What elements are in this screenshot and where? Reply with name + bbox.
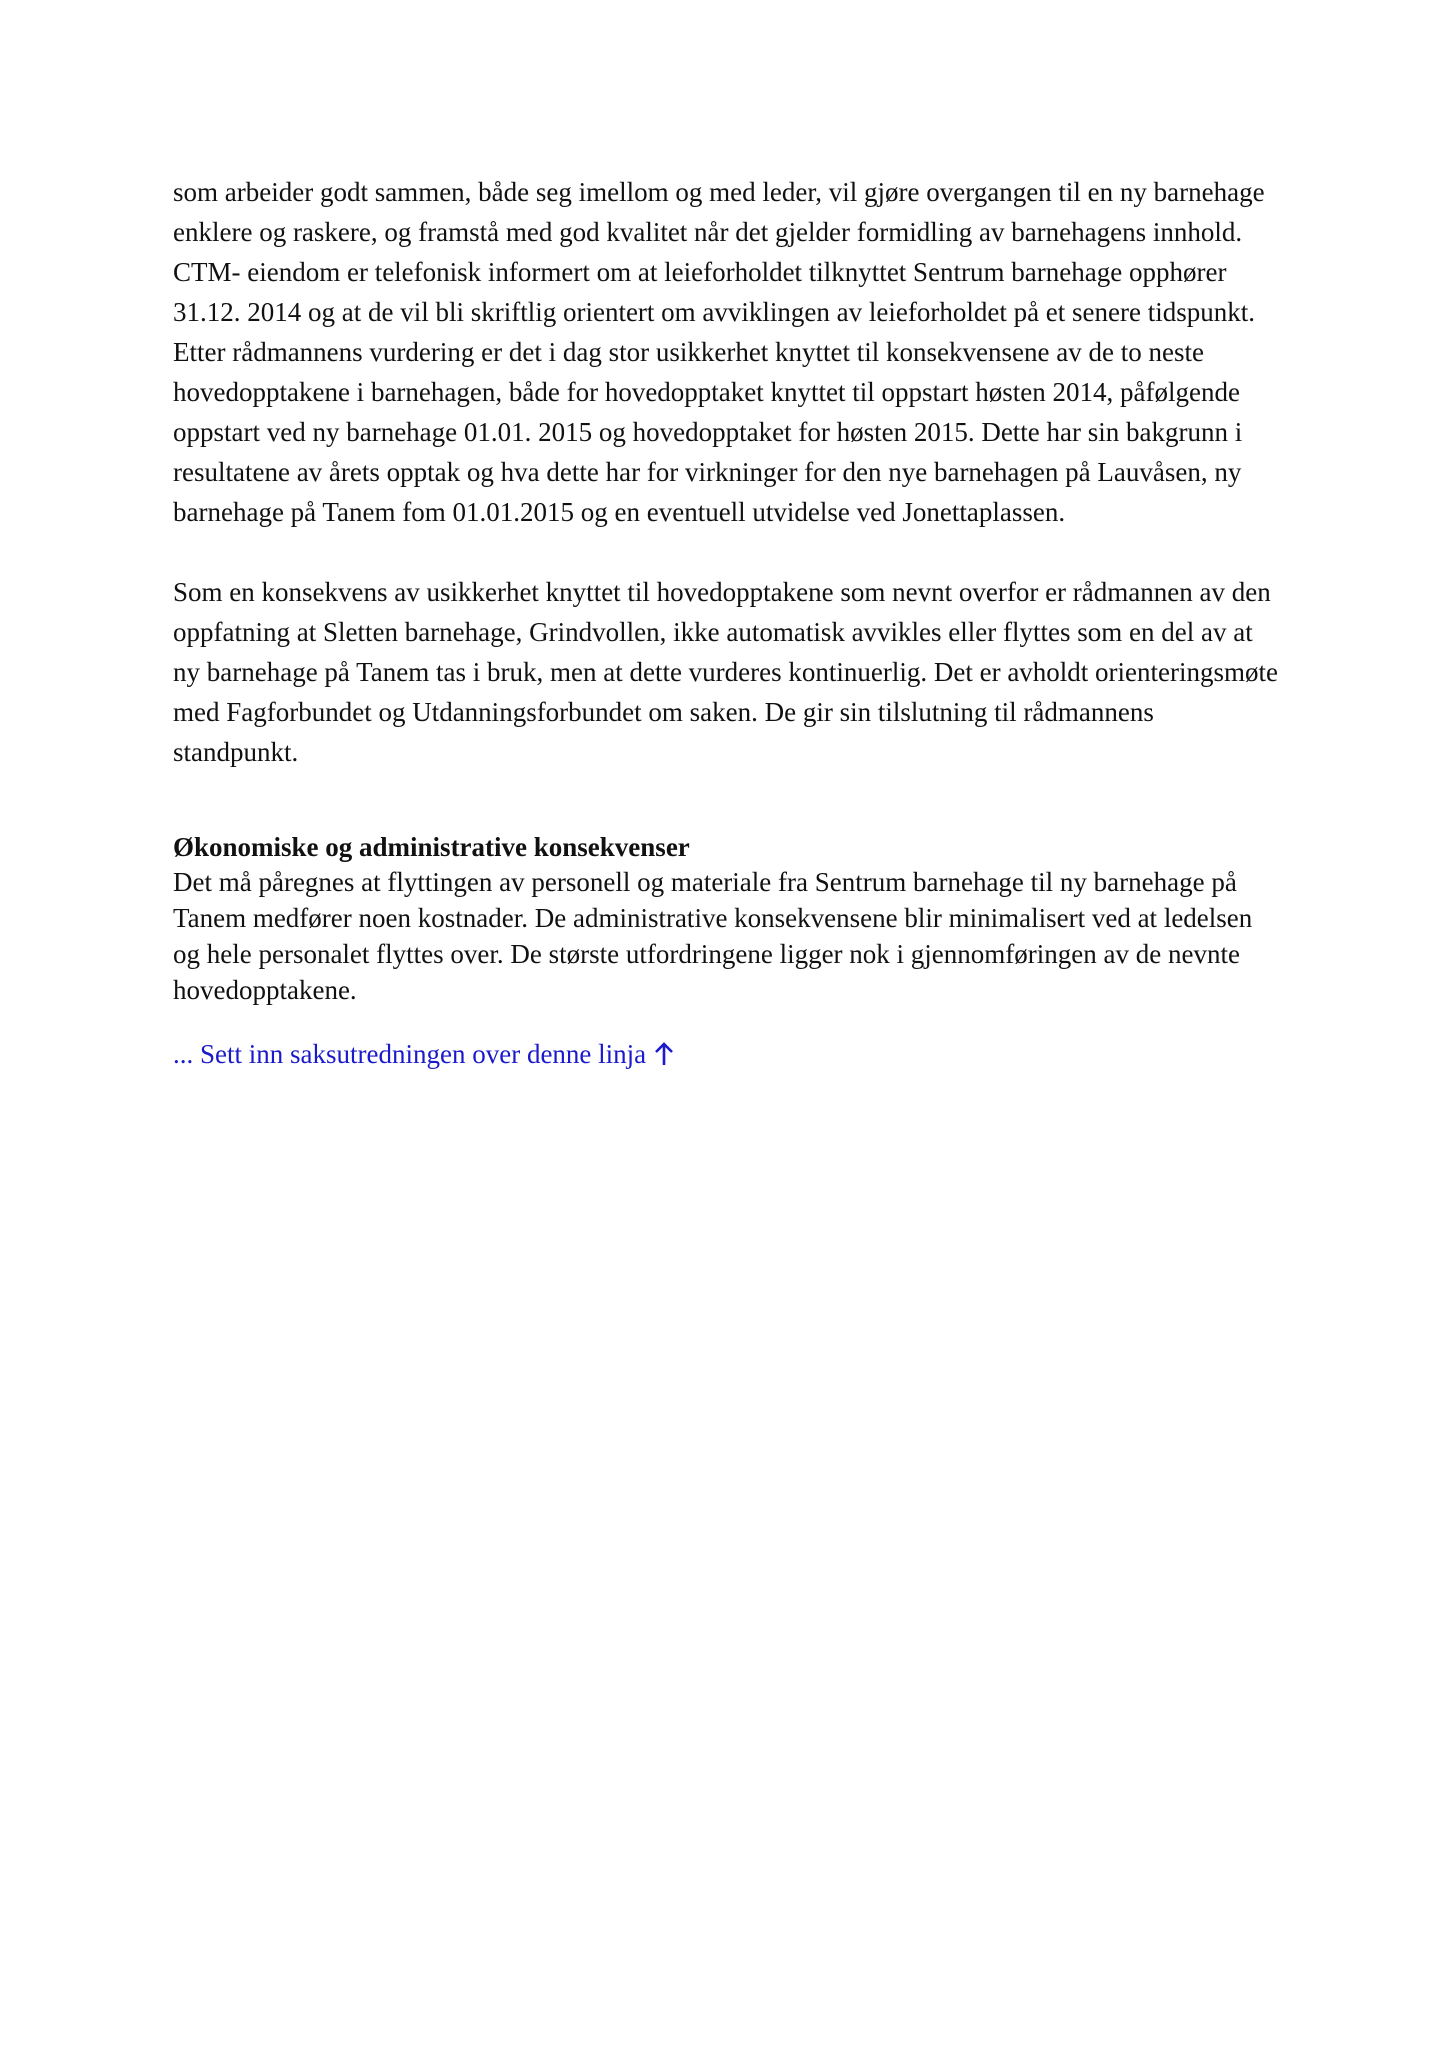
insert-spacer <box>173 1008 1283 1036</box>
section-body: Det må påregnes at flyttingen av personell og materiale fra Sentrum barnehage til ny barnehage på Tanem medfører noen kostnader. De administrative konsekvensene blir minimalisert ved at ledelsen og hele personalet flyttes over. De største utfordringene ligger nok i gjennomføringen av de nevnte hovedopptakene. <box>173 867 1253 1005</box>
paragraph-spacer <box>173 532 1283 572</box>
paragraph-sletten: Som en konsekvens av usikkerhet knyttet til hovedopptakene som nevnt overfor er rådmannen av den oppfatning at Sletten barnehage, Grindvollen, ikke automatisk avvikles eller flyttes som en del av at ny barnehage på Tanem tas i bruk, men at dette vurderes kontinuerlig. Det er avholdt orienteringsmøte med Fagforbundet og Utdanningsforbundet om saken. De gir sin tilslutning til rådmannens standpunkt. <box>173 577 1279 767</box>
section-heading: Økonomiske og administrative konsekvenser <box>173 832 690 862</box>
paragraph-uncertainty: Etter rådmannens vurdering er det i dag stor usikkerhet knyttet til konsekvensene av de to neste hovedopptakene i barnehagen, både for hovedopptaket knyttet til oppstart høsten 2014, påfølgende oppstart ved ny barnehage 01.01. 2015 og hovedopptaket for høsten 2015. Dette har sin bakgrunn i resultatene av årets opptak og hva dette har for virkninger for den nye barnehagen på Lauvåsen, ny barnehage på Tanem fom 01.01.2015 og en eventuell utvidelse ved Jonettaplassen. <box>173 337 1243 527</box>
paragraph-lease: CTM- eiendom er telefonisk informert om at leieforholdet tilknyttet Sentrum barnehage opphører 31.12. 2014 og at de vil bli skriftlig orientert om avviklingen av leieforholdet på et senere tidspunkt. <box>173 257 1256 327</box>
section-spacer <box>173 772 1283 830</box>
insert-marker-text: ... Sett inn saksutredningen over denne linja <box>173 1039 647 1069</box>
paragraph-collaboration: som arbeider godt sammen, både seg imellom og med leder, vil gjøre overgangen til en ny barnehage enklere og raskere, og framstå med god kvalitet når det gjelder formidling av barnehagens innhold. <box>173 177 1265 247</box>
document-content <box>173 172 1283 1075</box>
insert-marker-line <box>173 1036 1283 1075</box>
arrow-up-icon <box>654 1039 674 1075</box>
